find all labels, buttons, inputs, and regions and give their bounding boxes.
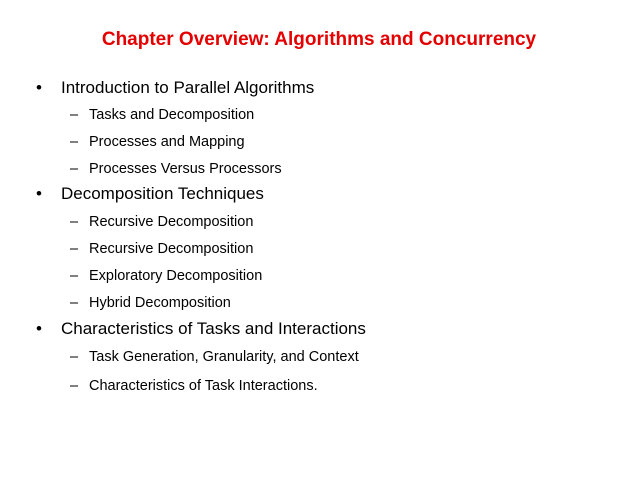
sub-label: Processes and Mapping bbox=[89, 134, 245, 150]
sub-label: Recursive Decomposition bbox=[89, 214, 254, 230]
sub-marker: – bbox=[70, 241, 79, 257]
sub-marker: – bbox=[70, 268, 79, 284]
sub-marker: – bbox=[70, 378, 79, 394]
sub-item bbox=[70, 213, 253, 231]
sub-item bbox=[70, 240, 253, 258]
bullet-marker: • bbox=[36, 184, 42, 203]
sub-label: Recursive Decomposition bbox=[89, 241, 254, 257]
bullet-item bbox=[36, 184, 264, 204]
sub-item bbox=[70, 348, 359, 366]
sub-item bbox=[70, 106, 254, 124]
bullet-item bbox=[36, 319, 366, 339]
sub-marker: – bbox=[70, 349, 79, 365]
sub-marker: – bbox=[70, 214, 79, 230]
sub-label: Processes Versus Processors bbox=[89, 161, 282, 177]
sub-marker: – bbox=[70, 134, 79, 150]
sub-marker: – bbox=[70, 161, 79, 177]
sub-item bbox=[70, 160, 282, 178]
sub-label: Exploratory Decomposition bbox=[89, 268, 263, 284]
sub-marker: – bbox=[70, 107, 79, 123]
bullet-label: Introduction to Parallel Algorithms bbox=[61, 78, 315, 97]
sub-label: Hybrid Decomposition bbox=[89, 295, 231, 311]
sub-marker: – bbox=[70, 295, 79, 311]
slide-title: Chapter Overview: Algorithms and Concurrency bbox=[101, 29, 537, 50]
sub-label: Task Generation, Granularity, and Context bbox=[89, 349, 359, 365]
bullet-marker: • bbox=[36, 78, 42, 97]
sub-item bbox=[70, 377, 318, 395]
bullet-marker: • bbox=[36, 319, 42, 338]
sub-label: Characteristics of Task Interactions. bbox=[89, 378, 318, 394]
sub-label: Tasks and Decomposition bbox=[89, 107, 255, 123]
sub-item bbox=[70, 294, 231, 312]
bullet-label: Characteristics of Tasks and Interactions bbox=[61, 319, 366, 338]
bullet-item bbox=[36, 78, 314, 98]
sub-item bbox=[70, 267, 262, 285]
bullet-label: Decomposition Techniques bbox=[61, 184, 264, 203]
sub-item bbox=[70, 133, 245, 151]
